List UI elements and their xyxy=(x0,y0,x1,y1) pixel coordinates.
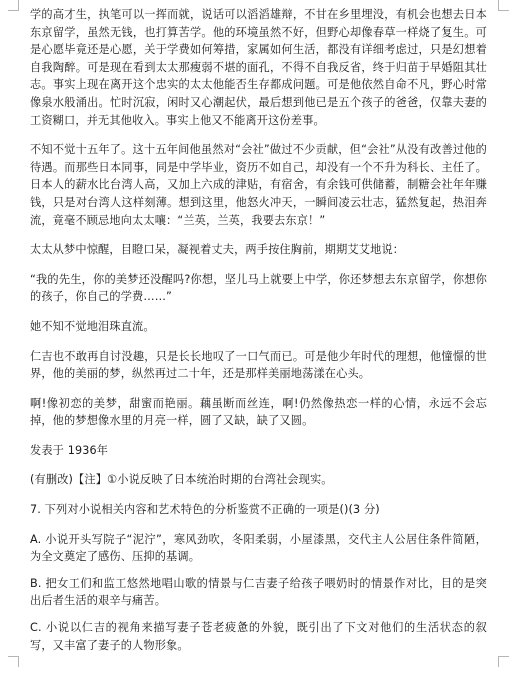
footnote: (有删改)【注】①小说反映了日本统治时期的台湾社会现实。 xyxy=(30,473,333,487)
page-corner-mark xyxy=(498,656,509,667)
body-paragraph: 不知不觉十五年了。这十五年间他虽然对“会社”做过不少贡献，但“会社”从没有改善过他的待遇。而那些日本同事，同是中学毕业，资历不如自己，却没有一个不升为科长、主任了。日本人的薪水比台湾人高，又加上六成的津贴，有宿舍，有余钱可供储蓄，制糖会社年年赚钱，只是对台湾人这样刻薄。想到这里，他怒火冲天，一瞬间凌云壮志，猛然复起，热泪奔流，竟毫不顾忌地向太太嚷：“兰英，兰英，我要去东京！” xyxy=(30,143,487,227)
page-corner-mark xyxy=(498,0,509,11)
question-stem: 7. 下列对小说相关内容和艺术特色的分析鉴赏不正确的一项是()(3 分) xyxy=(30,503,380,517)
page-corner-mark xyxy=(8,0,19,11)
body-paragraph: 太太从梦中惊醒，目瞪口呆，凝视着丈夫，两手按住胸前，期期艾艾地说： xyxy=(30,243,405,257)
page-corner-mark xyxy=(8,656,19,667)
body-paragraph: 她不知不觉地泪珠直流。 xyxy=(30,319,155,333)
answer-option-a: A. 小说开头写院子“泥泞”，寒风劲吹，冬阳柔弱，小屋漆黑，交代主人公居住条件简陋，为全文奠定了感伤、压抑的基调。 xyxy=(30,532,487,564)
body-paragraph: 学的高才生，执笔可以一挥而就，说话可以滔滔雄辩，不甘在乡里埋没，有机会也想去日本东京留学，虽然无钱，也打算苦学。他的环境虽然不好，但野心却像春草一样烧了复生。可是心愿毕竟还是心愿，关于学费如何筹措，家属如何生活，都没有详细考虑过，只是幻想着自我陶醉。可是现在看到太太那瘦弱不堪的面孔，不得不自我反省，终于归苗于早婚阻其壮志。事实上现在离开这个忠实的太太他能否生存都成问题。可是他依然自命不凡，野心时常像泉水般涌出。忙时沉寂，闲时又心潮起伏，最后想到他已是五个孩子的爸爸，仅靠夫妻的工资糊口，并无其他收入。事实上他又不能离开这份差事。 xyxy=(30,8,487,127)
body-paragraph: 仁吉也不敢再自讨没趣，只是长长地叹了一口气而已。可是他少年时代的理想，他憧憬的世界，他的美丽的梦，纵然再过二十年，还是那样美丽地荡漾在心头。 xyxy=(30,349,487,381)
answer-option-c: C. 小说以仁吉的视角来描写妻子苍老疲惫的外貌，既引出了下文对他们的生活状态的叙写，又丰富了妻子的人物形象。 xyxy=(30,621,487,652)
dialogue-paragraph: “我的先生，你的美梦还没醒吗?你想，坚儿马上就要上中学，你还梦想去东京留学，你想你的孩子，你自己的学费……” xyxy=(30,272,487,304)
body-paragraph: 啊!像初恋的美梦，甜蜜而艳丽。藕虽断而丝连，啊!仍然像热恋一样的心情，永远不会忘掉，他的梦想像水里的月亮一样，圆了又缺，缺了又圆。 xyxy=(30,396,487,428)
answer-option-b: B. 把女工们和监工悠然地唱山歌的情景与仁吉妻子给孩子喂奶时的情景作对比，目的是突出后者生活的艰辛与痛苦。 xyxy=(30,576,487,608)
publication-note: 发表于 1936年 xyxy=(30,443,109,457)
